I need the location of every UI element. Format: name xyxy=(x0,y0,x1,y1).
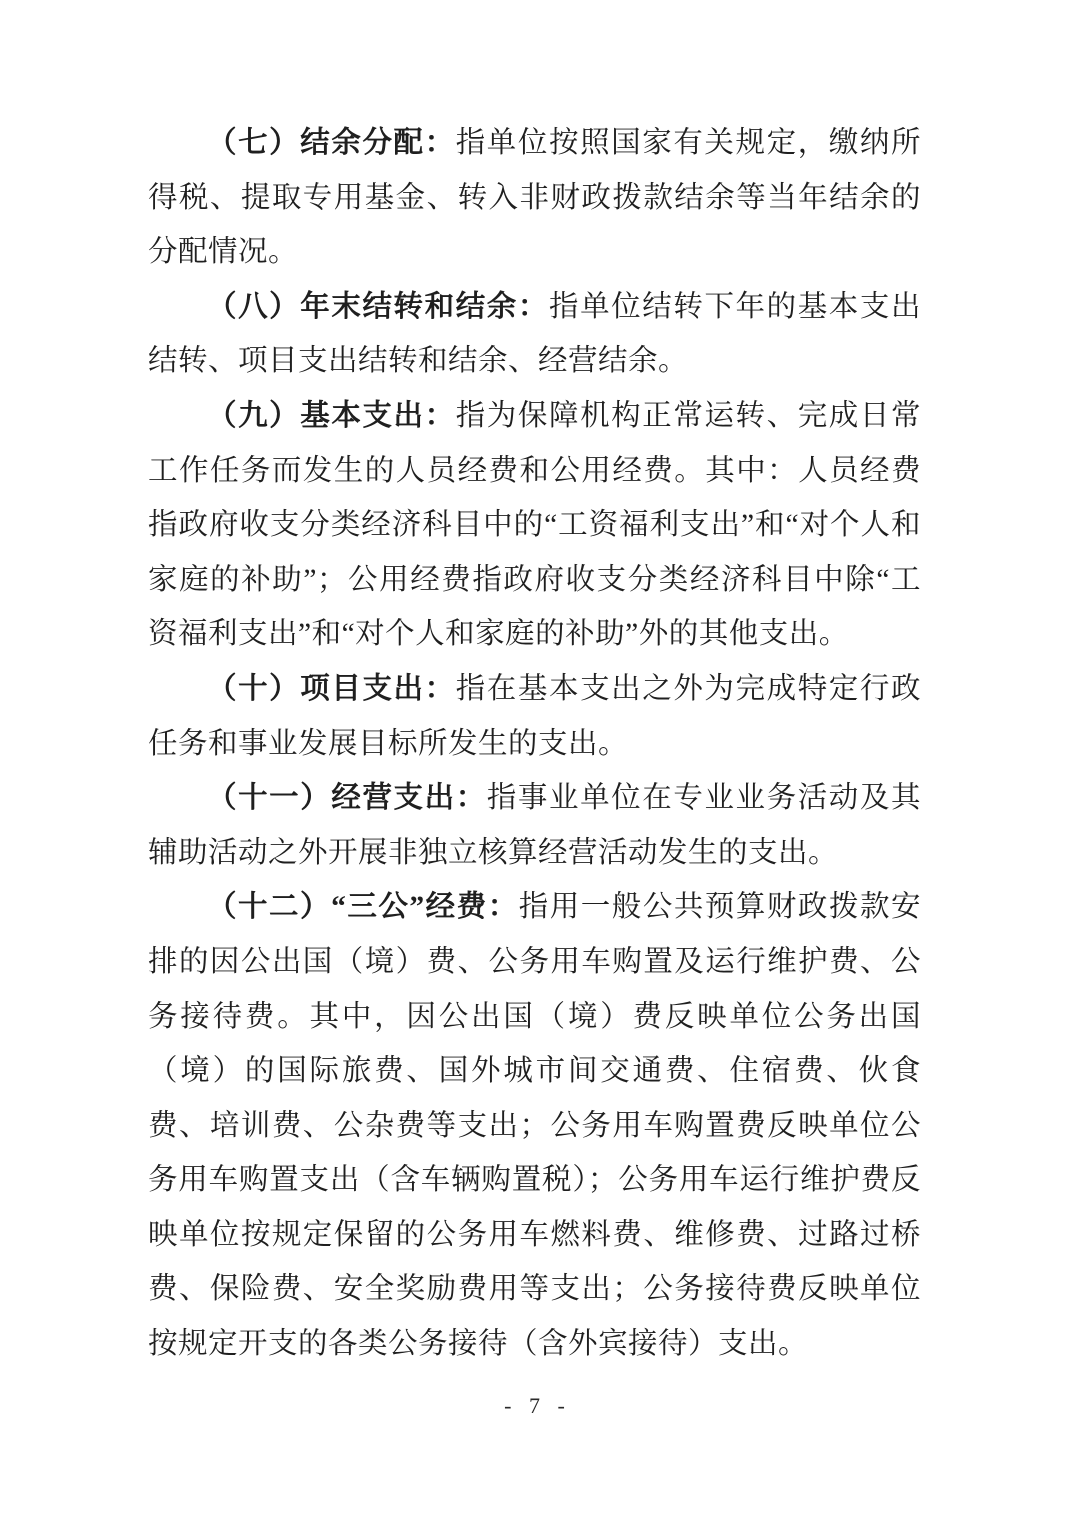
paragraph-heading: （十一）经营支出： xyxy=(207,782,487,815)
paragraph-11-operating-expenditure xyxy=(148,771,921,880)
paragraph-body: 指事业单位在专业业务活动及其辅助活动之外开展非独立核算经营活动发生的支出。 xyxy=(148,782,921,869)
paragraph-body: 指用一般公共预算财政拨款安排的因公出国（境）费、公务用车购置及运行维护费、公务接待费。其中，因公出国（境）费反映单位公务出国（境）的国际旅费、国外城市间交通费、住宿费、伙食费、培训费、公杂费等支出；公务用车购置费反映单位公务用车购置支出（含车辆购置税）；公务用车运行维护费反映单位按规定保留的公务用车燃料费、维修费、过路过桥费、保险费、安全奖励费用等支出；公务接待费反映单位按规定开支的各类公务接待（含外宾接待）支出。 xyxy=(148,891,921,1361)
paragraph-12-three-public-funds xyxy=(148,880,921,1371)
paragraph-body: 指为保障机构正常运转、完成日常工作任务而发生的人员经费和公用经费。其中：人员经费指政府收支分类经济科目中的“工资福利支出”和“对个人和家庭的补助”；公用经费指政府收支分类经济科目中除“工资福利支出”和“对个人和家庭的补助”外的其他支出。 xyxy=(148,399,921,651)
paragraph-7-surplus-distribution xyxy=(148,116,921,280)
paragraph-body: 指单位按照国家有关规定，缴纳所得税、提取专用基金、转入非财政拨款结余等当年结余的分配情况。 xyxy=(148,127,921,269)
paragraph-9-basic-expenditure xyxy=(148,389,921,662)
paragraph-heading: （八）年末结转和结余： xyxy=(207,290,549,323)
paragraph-body: 指单位结转下年的基本支出结转、项目支出结转和结余、经营结余。 xyxy=(148,290,921,378)
paragraph-heading: （七）结余分配： xyxy=(207,127,456,159)
paragraph-10-project-expenditure xyxy=(148,662,921,771)
document-body-text xyxy=(148,116,921,1372)
paragraph-heading: （九）基本支出： xyxy=(207,399,456,432)
paragraph-heading: （十）项目支出： xyxy=(207,672,456,705)
paragraph-8-year-end-carryover xyxy=(148,280,921,389)
paragraph-heading: （十二）“三公”经费： xyxy=(207,891,519,924)
page-number: - 7 - xyxy=(504,1393,571,1418)
paragraph-body: 指在基本支出之外为完成特定行政任务和事业发展目标所发生的支出。 xyxy=(148,672,921,760)
